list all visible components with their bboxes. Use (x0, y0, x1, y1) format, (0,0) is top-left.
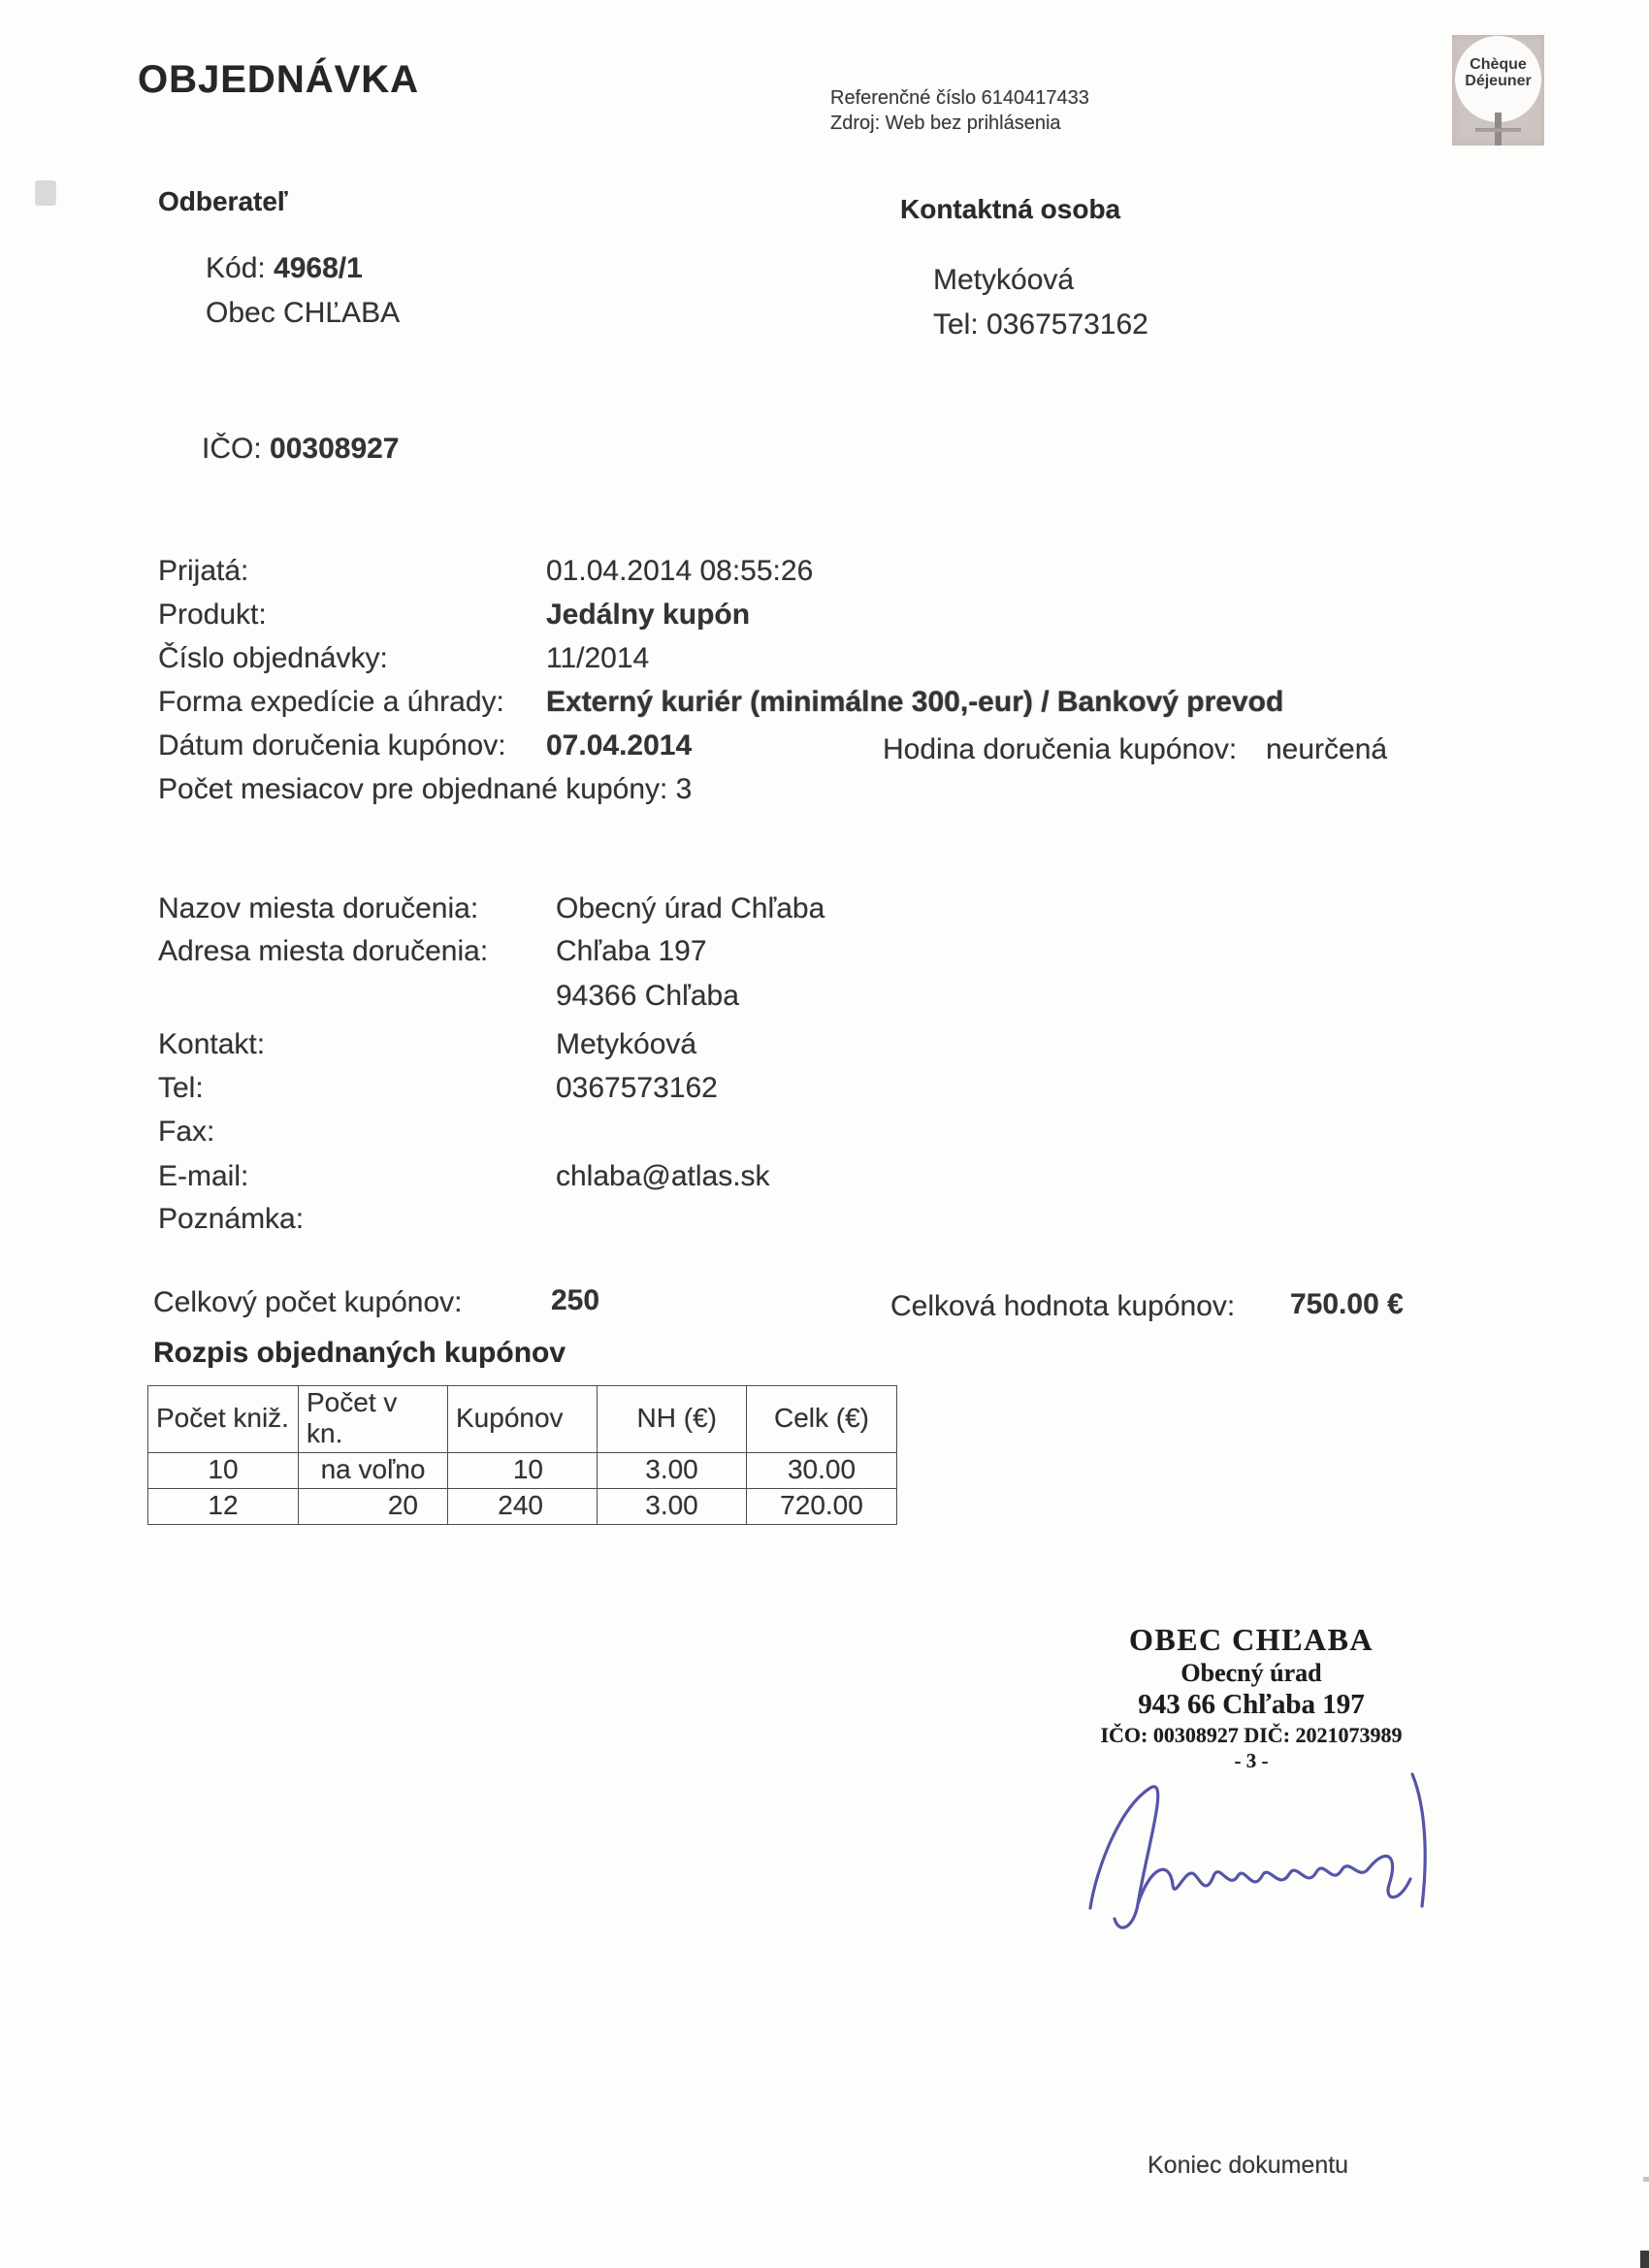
months-line: Počet mesiacov pre objednané kupóny: 3 (158, 773, 693, 805)
delivery-row-label: Adresa miesta doručenia: (158, 935, 489, 967)
total-count-value: 250 (551, 1284, 600, 1316)
breakdown-heading: Rozpis objednaných kupónov (153, 1337, 566, 1369)
order-row-label: Dátum doručenia kupónov: (158, 729, 506, 761)
delivery-row-value: Chľaba 197 (556, 935, 707, 967)
delivery-row-label: E-mail: (158, 1160, 249, 1192)
order-row-value: Jedálny kupón (546, 599, 751, 631)
column-header: Počet v kn. (299, 1386, 448, 1453)
table-cell: 30.00 (747, 1453, 897, 1489)
contact-person-name: Metykóová (933, 264, 1075, 296)
order-row-value: 01.04.2014 08:55:26 (546, 555, 814, 587)
order-row-label: Prijatá: (158, 555, 249, 587)
column-header: Kupónov (448, 1386, 598, 1453)
table-cell: 10 (448, 1453, 598, 1489)
customer-code-value: 4968/1 (274, 252, 363, 284)
table-cell: 3.00 (598, 1489, 747, 1525)
customer-name: Obec CHĽABA (206, 297, 401, 329)
table-row (148, 1453, 897, 1489)
end-of-document-label: Koniec dokumentu (1148, 2152, 1349, 2179)
customer-ico-row (202, 433, 400, 466)
order-row-value: Externý kuriér (minimálne 300,-eur) / Bankový prevod (546, 686, 1284, 718)
table-cell: 720.00 (747, 1489, 897, 1525)
delivery-row-label: Nazov miesta doručenia: (158, 892, 479, 924)
total-value-label: Celková hodnota kupónov: (890, 1290, 1236, 1322)
customer-ico-label: IČO: (202, 433, 262, 465)
signature (1077, 1761, 1484, 1964)
reference-number: Referenčné číslo 6140417433 (830, 87, 1089, 109)
municipality-stamp (1043, 1622, 1460, 1773)
scan-edge-artifact (1640, 2251, 1649, 2268)
scan-dot-artifact (1643, 2177, 1649, 2182)
contact-person-tel: Tel: 0367573162 (933, 308, 1148, 340)
delivery-row-value: Metykóová (556, 1028, 697, 1060)
stamp-address: 943 66 Chľaba 197 (1138, 1689, 1365, 1720)
delivery-row-label: Fax: (158, 1116, 215, 1148)
delivery-row-label: Poznámka: (158, 1203, 305, 1235)
stamp-number: - 3 - (1234, 1749, 1269, 1772)
logo-text: Chèque Déjeuner (1465, 56, 1532, 89)
table-cell: 3.00 (598, 1453, 747, 1489)
table-cell: 20 (299, 1489, 448, 1525)
order-row-label: Produkt: (158, 599, 267, 631)
delivery-row-label: Tel: (158, 1072, 204, 1104)
scan-smudge-artifact (35, 180, 56, 206)
order-row-label: Forma expedície a úhrady: (158, 686, 504, 718)
table-cell: 10 (148, 1453, 299, 1489)
page-title: OBJEDNÁVKA (138, 58, 420, 101)
customer-ico-value: 00308927 (270, 433, 400, 465)
table-header-row (148, 1386, 897, 1453)
cheque-dejeuner-logo (1452, 35, 1544, 146)
reference-block (830, 85, 1089, 136)
stamp-name: OBEC CHĽABA (1128, 1622, 1374, 1657)
total-value-value: 750.00 € (1290, 1288, 1404, 1320)
column-header: NH (€) (598, 1386, 747, 1453)
delivery-row-value: 94366 Chľaba (556, 980, 739, 1012)
order-row-value: 07.04.2014 (546, 729, 693, 761)
customer-code-row (206, 252, 363, 285)
delivery-row-label: Kontakt: (158, 1028, 266, 1060)
table-cell: 240 (448, 1489, 598, 1525)
coupon-breakdown-table (147, 1385, 897, 1525)
customer-heading: Odberateľ (158, 186, 288, 216)
delivery-row-value: Obecný úrad Chľaba (556, 892, 825, 924)
tree-branch-icon (1475, 128, 1521, 132)
table-cell: 12 (148, 1489, 299, 1525)
order-row-value: 11/2014 (546, 642, 650, 674)
delivery-hour-label: Hodina doručenia kupónov: (883, 733, 1238, 765)
table-row (148, 1489, 897, 1525)
column-header: Celk (€) (747, 1386, 897, 1453)
stamp-ico-dic: IČO: 00308927 DIČ: 2021073989 (1100, 1723, 1403, 1747)
table-cell: na voľno (299, 1453, 448, 1489)
order-row-label: Číslo objednávky: (158, 642, 388, 674)
column-header: Počet kniž. (148, 1386, 299, 1453)
contact-person-heading: Kontaktná osoba (900, 194, 1121, 224)
source-line: Zdroj: Web bez prihlásenia (830, 113, 1061, 134)
delivery-row-value: 0367573162 (556, 1072, 718, 1104)
total-count-label: Celkový počet kupónov: (153, 1286, 463, 1318)
delivery-hour-value: neurčená (1266, 733, 1388, 765)
stamp-office: Obecný úrad (1180, 1659, 1322, 1687)
customer-code-label: Kód: (206, 252, 266, 284)
delivery-row-value: chlaba@atlas.sk (556, 1160, 770, 1192)
